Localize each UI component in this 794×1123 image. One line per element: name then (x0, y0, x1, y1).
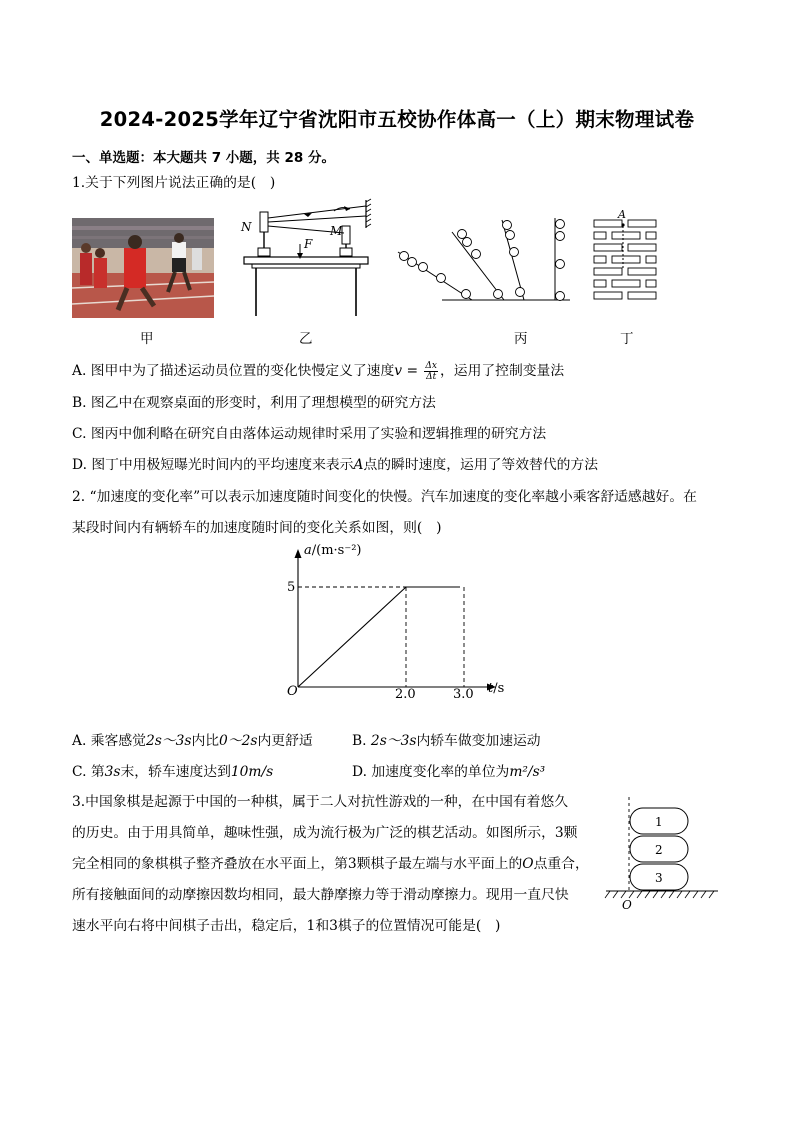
q1-option-c[interactable]: C. 图丙中伽利略在研究自由落体运动规律时采用了实验和逻辑推理的研究方法 (72, 426, 547, 442)
origin-label: O (287, 684, 298, 699)
x-axis-label: t/s (488, 681, 505, 696)
q2-stem-line1: 2. “加速度的变化率”可以表示加速度随时间变化的快慢。汽车加速度的变化率越小乘客舒适感越好。在 (72, 489, 697, 505)
q3-stem-line2: 的历史。由于用具简单，趣味性强，成为流行极为广泛的棋艺活动。如图所示，3颗 (72, 825, 578, 841)
q2-stem-line2: 某段时间内有辆轿车的加速度随时间的变化关系如图，则( ) (72, 520, 442, 536)
piece-label-3: 3 (655, 871, 663, 885)
q1-figure-table-mirror (238, 198, 378, 320)
y-axis-label: a/(m·s⁻²) (304, 543, 362, 558)
fraction-dx-dt: $\frac{\Delta x}{\Delta t}$ (425, 361, 437, 382)
series-line (298, 587, 460, 687)
q1-option-a[interactable]: A. 图甲中为了描述运动员位置的变化快慢定义了速度v = $\frac{\Delta x}{\Delta t}$ ，运用了控制变量法 (72, 361, 565, 382)
q3-stem-line4: 所有接触面间的动摩擦因数均相同，最大静摩擦力等于滑动摩擦力。现用一直尺快 (72, 887, 569, 903)
caption-jia: 甲 (140, 331, 154, 347)
q3-figure-chess-stack (600, 795, 724, 913)
q2-option-b[interactable]: B. 2s～3s内轿车做变加速运动 (352, 733, 541, 749)
q2-option-d[interactable]: D. 加速度变化率的单位为m²/s³ (352, 764, 546, 780)
piece-label-2: 2 (655, 843, 663, 857)
piece-label-1: 1 (655, 815, 663, 829)
q1-option-d[interactable]: D. 图丁中用极短曝光时间内的平均速度来表示A点的瞬时速度，运用了等效替代的方法 (72, 457, 598, 473)
q3-stem-line1: 3.中国象棋是起源于中国的一种棋，属于二人对抗性游戏的一种，在中国有着悠久 (72, 794, 569, 810)
fig2-label-M: M (330, 224, 343, 238)
q2-option-c[interactable]: C. 第3s末，轿车速度达到10m/s (72, 764, 274, 780)
q1-figure-inclined-planes (394, 212, 574, 306)
x-tick-label-3: 3.0 (453, 687, 474, 702)
q1-option-b[interactable]: B. 图乙中在观察桌面的形变时，利用了理想模型的研究方法 (72, 395, 436, 411)
y-tick-label-5: 5 (287, 580, 296, 595)
q1-figure-sprinters-photo (72, 218, 214, 318)
fig4-label-A: A (618, 208, 626, 221)
q2-option-a[interactable]: A. 乘客感觉2s～3s内比0～2s内更舒适 (72, 733, 313, 749)
section-heading: 一、单选题：本大题共 7 小题，共 28 分。 (72, 150, 335, 166)
q2-acceleration-graph (280, 540, 520, 704)
q1-figure-brick-wall (592, 206, 662, 300)
y-axis-arrow (295, 549, 302, 558)
origin-label-O: O (622, 898, 632, 912)
fig2-label-N: N (241, 220, 252, 234)
fig2-label-F: F (304, 237, 313, 251)
caption-ding: 丁 (620, 331, 634, 347)
q1-stem: 1.关于下列图片说法正确的是( ) (72, 175, 276, 191)
caption-bing: 丙 (514, 331, 528, 347)
q3-stem-line3: 完全相同的象棋棋子整齐叠放在水平面上，第3颗棋子最左端与水平面上的O点重合， (72, 856, 589, 872)
x-tick-label-2: 2.0 (395, 687, 416, 702)
q3-stem-line5: 速水平向右将中间棋子击出，稳定后，1和3棋子的位置情况可能是( ) (72, 918, 501, 934)
caption-yi: 乙 (299, 331, 313, 347)
page-title: 2024-2025学年辽宁省沈阳市五校协作体高一（上）期末物理试卷 (99, 108, 695, 131)
